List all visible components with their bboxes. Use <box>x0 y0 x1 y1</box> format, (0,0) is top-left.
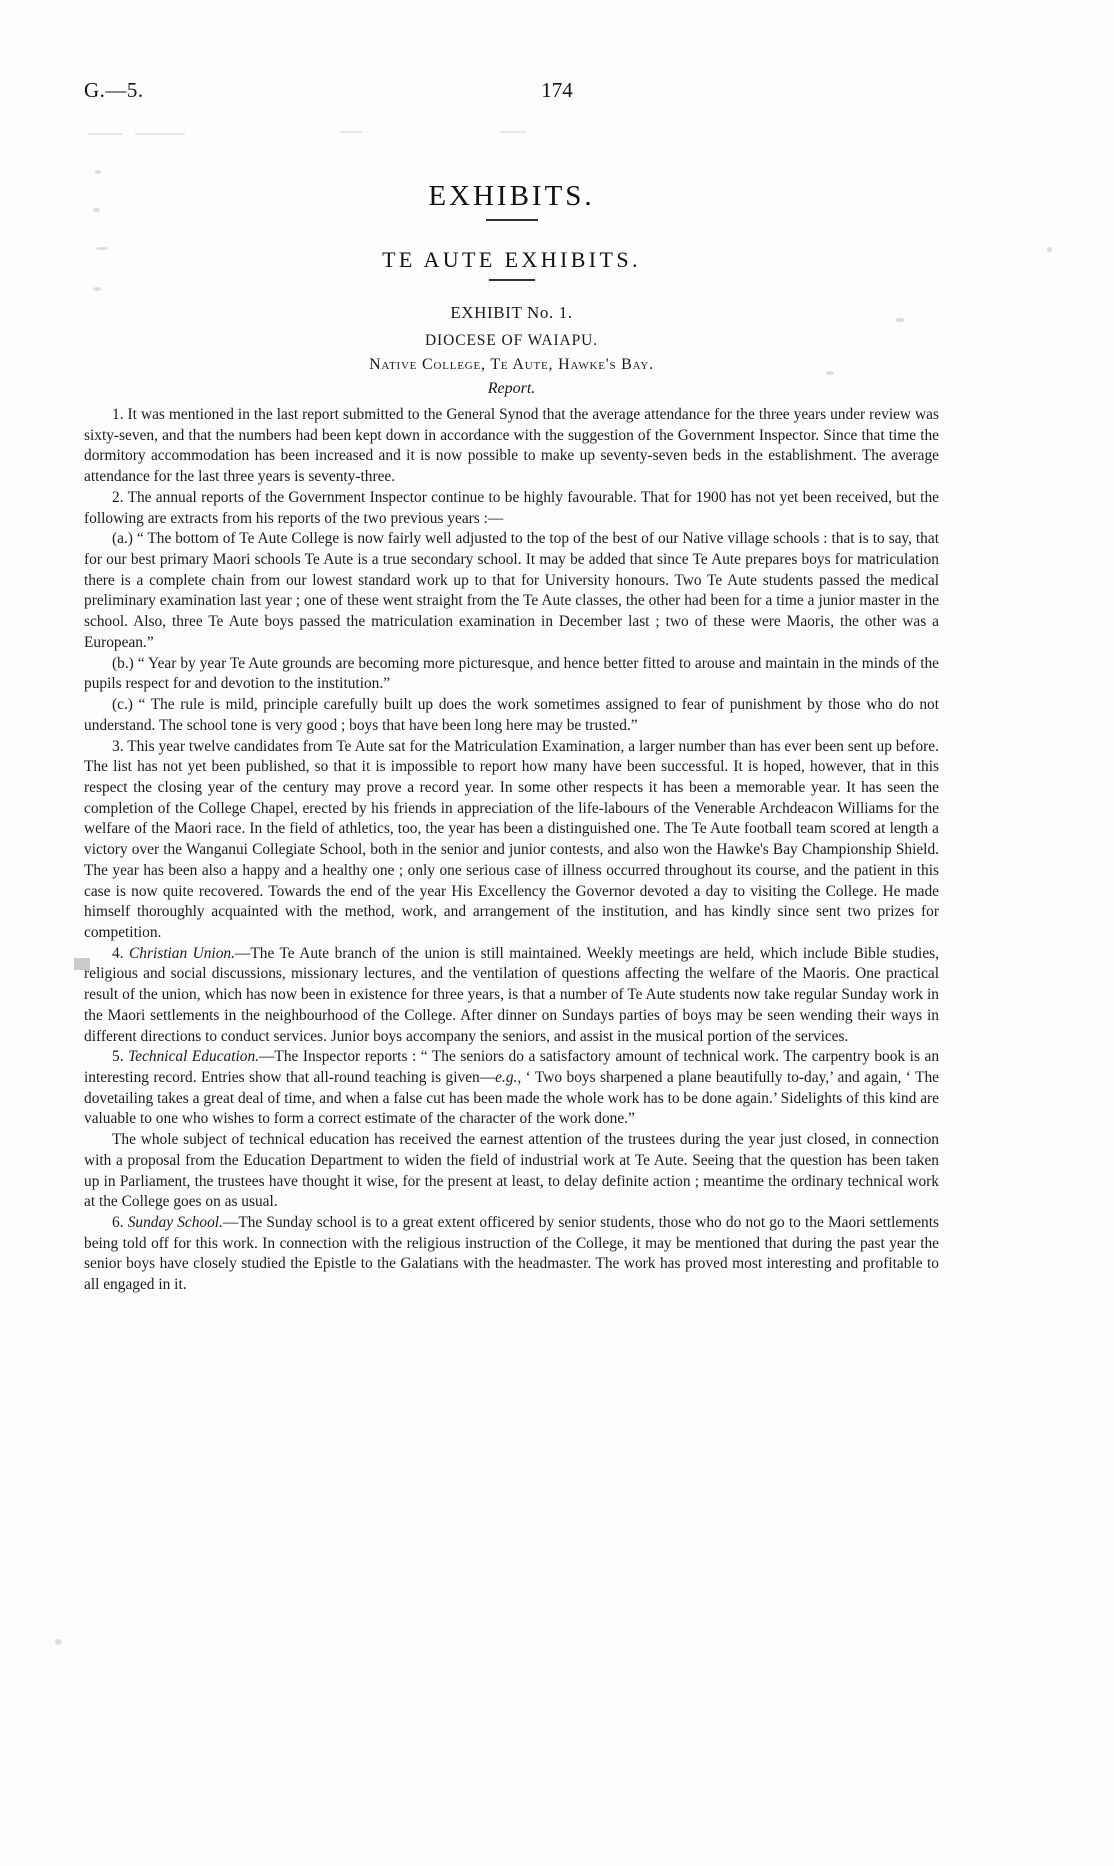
paragraph-text: —The Inspector reports : “ The seniors do a satisfactory amount of technical work. The carpentry book is an interesting record. Entries show that all-round teaching is given— <box>84 1048 940 1086</box>
scan-artefact <box>95 170 101 174</box>
paragraph: 1. It was mentioned in the last report submitted to the General Synod that the average attendance for the three years under review was sixty-seven, and that the numbers had been kept down in accordance with the suggestion of the Government Inspector. Since that time the dormitory accommodation has been increased and it is now possible to make up seventy-seven beds in the establishment. The average attendance for the last three years is seventy-three. <box>84 406 939 486</box>
paragraph-number: 4. <box>112 944 129 962</box>
paragraph-text-cont: ‘ Two boys sharpened a plane beautifully to-day,’ and again, ‘ The dovetailing takes a great deal of time, and when a false cut has been made the whole work has to be done again.’ Sidelights of this kind are valuable to one who wishes to form a correct estimate of the character of the work done.” <box>84 1069 939 1128</box>
paragraph-number: 6. <box>112 1214 128 1232</box>
page-title: EXHIBITS. <box>428 180 595 212</box>
diocese-label: DIOCESE OF WAIAPU. <box>424 332 599 349</box>
scan-artefact <box>340 131 362 133</box>
divider-rule <box>486 219 538 221</box>
paragraph-heading: Christian Union. <box>129 944 235 962</box>
paragraph-heading: Technical Education. <box>128 1048 260 1066</box>
report-label: Report. <box>487 380 536 397</box>
paragraph: 2. The annual reports of the Government Inspector continue to be highly favourable. That for 1900 has not yet been received, but the following are extracts from his reports of the two previous years :— <box>84 488 939 527</box>
signature-mark: G.—5. <box>84 78 144 102</box>
paragraph-technical-education <box>84 1047 939 1130</box>
paragraph: (c.) “ The rule is mild, principle carefully built up does the work sometimes assigned to fear of punishment by those who do not understand. The school tone is very good ; boys that have been long here may be trusted.” <box>84 696 939 734</box>
scan-artefact <box>88 133 122 135</box>
paragraph: 3. This year twelve candidates from Te Aute sat for the Matriculation Examination, a larger number than has ever been sent up before. The list has not yet been published, so that it is impossible to report how many have been successful. It is hoped, however, that in this respect the closing year of the century may prove a record year. In some other respects it has been a memorable year. It has seen the completion of the College Chapel, erected by his friends in appreciation of the life-labours of the Venerable Archdeacon Williams for the welfare of the Maori race. In the field of athletics, too, the year has been a distinguished one. The Te Aute football team scored at length a victory over the Wanganui Collegiate School, both in the senior and junior contests, and also won the Hawke's Bay Championship Shield. The year has been also a happy and a healthy one ; only one serious case of illness occurred throughout its course, and the patient in this case is now quite recovered. Towards the end of the year His Excellency the Governor devoted a day to visiting the College. He made himself thoroughly acquainted with the method, work, and arrangement of the institution, and has kindly since sent two prizes for competition. <box>84 737 939 941</box>
divider-rule <box>489 279 535 281</box>
scan-artefact <box>135 133 185 135</box>
paragraph-text: —The Sunday school is to a great extent officered by senior students, those who do not go to the Maori settlements being told off for this work. In connection with the religious instruction of the College, it may be mentioned that during the past year the senior boys have closely studied the Epistle to the Galatians with the headmaster. The work has proved most interesting and profitable to all engaged in it. <box>84 1214 939 1294</box>
paragraph-heading: Sunday School. <box>127 1214 223 1232</box>
paragraph: (a.) “ The bottom of Te Aute College is now fairly well adjusted to the top of the best of our Native village schools : that is to say, that for our best primary Maori schools Te Aute is a true secondary school. It may be added that since Te Aute prepares boys for matriculation there is a complete chain from our lowest standard work up to that for University honours. Two Te Aute students passed the medical preliminary examination last year ; one of these went straight from the Te Aute classes, the other had been for a time a junior master in the school. Also, three Te Aute boys passed the matriculation examination in December last ; two of these were Maoris, the other was a European.” <box>84 530 939 651</box>
scan-artefact <box>500 131 526 133</box>
scan-artefact <box>1047 247 1052 252</box>
exhibit-number: EXHIBIT No. 1. <box>450 303 573 322</box>
paragraph-christian-union <box>84 944 939 1048</box>
paragraph-sunday-school <box>84 1213 939 1296</box>
paragraph-text: —The Te Aute branch of the union is still maintained. Weekly meetings are held, which include Bible studies, religious and social discussions, missionary lectures, and the ventilation of questions affecting the welfare of the Maoris. One practical result of the union, which has now been in existence for three years, is that a number of Te Aute students now take regular Sunday work in the Maori settlements in the neighbourhood of the College. After dinner on Sundays parties of boys may be seen wending their ways in different directions to conduct services. Junior boys accompany the seniors, and assist in the musical portion of the services. <box>84 944 939 1045</box>
section-title: TE AUTE EXHIBITS. <box>382 247 641 272</box>
page-number: 174 <box>541 78 573 102</box>
paragraph-eg: e.g., <box>495 1069 522 1086</box>
college-label: Native College, Te Aute, Hawke's Bay. <box>369 356 654 373</box>
document-body <box>84 180 939 1296</box>
paragraph: The whole subject of technical education has received the earnest attention of the trustees during the year just closed, in connection with a proposal from the Education Department to widen the field of industrial work at Te Aute. Seeing that the question has been taken up in Parliament, the trustees have thought it wise, for the present at least, to delay definite action ; meantime the ordinary technical work at the College goes on as usual. <box>84 1131 939 1211</box>
paragraph-number: 5. <box>112 1048 129 1066</box>
scan-artefact <box>55 1639 62 1645</box>
paragraph: (b.) “ Year by year Te Aute grounds are becoming more picturesque, and hence better fitted to arouse and maintain in the minds of the pupils respect for and devotion to the institution.” <box>84 654 939 693</box>
